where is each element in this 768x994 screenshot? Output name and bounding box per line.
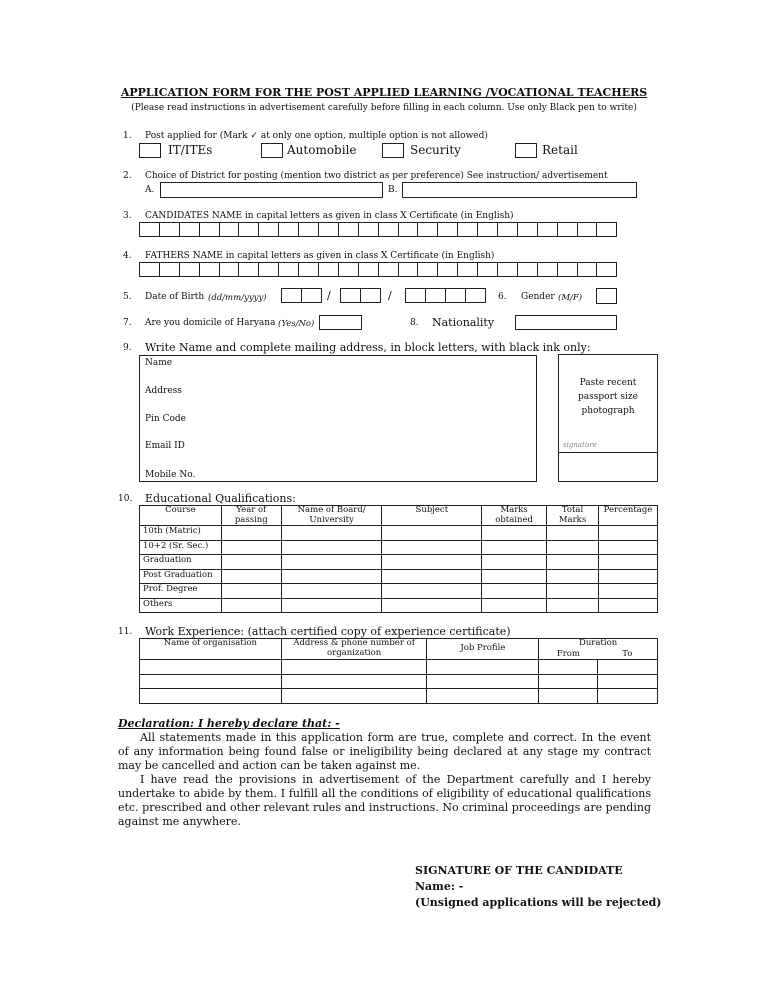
edu-cell[interactable] — [281, 584, 382, 599]
char-box[interactable] — [179, 262, 200, 277]
edu-cell[interactable] — [598, 555, 657, 570]
edu-cell[interactable] — [547, 540, 599, 555]
edu-cell[interactable] — [221, 584, 281, 599]
char-box[interactable] — [577, 262, 598, 277]
char-box[interactable] — [238, 262, 259, 277]
q5-label: Date of Birth — [145, 292, 205, 302]
edu-header-board: Name of Board/ University — [281, 506, 382, 526]
option-security: Security — [410, 143, 461, 157]
char-box[interactable] — [338, 262, 359, 277]
photo-line-1: Paste recent — [579, 378, 637, 388]
declaration-paragraph-1: All statements made in this application form are true, complete and correct. In the event of any information being found false or ineligibility being declared at any stage my contract may be cancelled and action can be taken against me. — [118, 731, 651, 772]
edu-cell[interactable] — [382, 584, 482, 599]
edu-cell[interactable] — [547, 598, 599, 613]
edu-cell[interactable] — [482, 540, 547, 555]
edu-row-label: 10+2 (Sr. Sec.) — [140, 540, 222, 555]
char-box[interactable] — [398, 222, 419, 237]
char-box[interactable] — [159, 262, 180, 277]
char-box[interactable] — [437, 222, 458, 237]
edu-cell[interactable] — [382, 569, 482, 584]
exp-cell[interactable] — [539, 689, 598, 704]
address-pincode-label: Pin Code — [145, 414, 186, 424]
char-box[interactable] — [338, 222, 359, 237]
char-box[interactable] — [405, 288, 426, 303]
q2-label: Choice of District for posting (mention two district as per preference) See instruction/ advertisement — [145, 171, 608, 181]
address-box[interactable] — [139, 355, 537, 482]
q5-number: 5. — [123, 292, 132, 302]
exp-header-organisation: Name of organisation — [140, 639, 282, 660]
char-box[interactable] — [417, 262, 438, 277]
edu-cell[interactable] — [382, 540, 482, 555]
q1-number: 1. — [123, 131, 132, 141]
char-box[interactable] — [219, 222, 240, 237]
experience-table — [139, 638, 658, 704]
exp-header-address: Address & phone number of organization — [281, 639, 427, 660]
district-a-label: A. — [145, 185, 155, 195]
exp-cell[interactable] — [539, 674, 598, 689]
edu-cell[interactable] — [598, 540, 657, 555]
dob-separator-1: / — [327, 289, 331, 302]
q7-label: Are you domicile of Haryana — [145, 318, 276, 328]
q3-label: CANDIDATES NAME in capital letters as given in class X Certificate (in English) — [145, 211, 514, 221]
photo-line-3: photograph — [581, 406, 635, 416]
table-row — [140, 674, 658, 689]
edu-header-year: Year of passing — [221, 506, 281, 526]
char-box[interactable] — [281, 288, 302, 303]
gender-field[interactable] — [596, 288, 617, 304]
checkbox-it-ites[interactable] — [139, 143, 161, 158]
name-caption: Name: - — [415, 880, 464, 893]
dob-format-hint: (dd/mm/yyyy) — [208, 293, 267, 303]
exp-header-duration: Duration — [539, 639, 658, 650]
exp-header-to: To — [598, 650, 658, 660]
char-box[interactable] — [360, 288, 381, 303]
edu-cell[interactable] — [547, 526, 599, 541]
address-mobile-label: Mobile No. — [145, 470, 196, 480]
edu-cell[interactable] — [598, 569, 657, 584]
edu-cell[interactable] — [598, 584, 657, 599]
char-box[interactable] — [340, 288, 361, 303]
char-box[interactable] — [497, 222, 518, 237]
exp-header-job-profile: Job Profile — [427, 639, 539, 660]
char-box[interactable] — [557, 262, 578, 277]
char-box[interactable] — [318, 222, 339, 237]
edu-row-label: Post Graduation — [140, 569, 222, 584]
edu-header-course: Course — [140, 506, 222, 526]
edu-row-label: Others — [140, 598, 222, 613]
unsigned-note: (Unsigned applications will be rejected) — [415, 896, 662, 909]
char-box[interactable] — [465, 288, 486, 303]
photo-divider — [558, 452, 658, 453]
edu-cell[interactable] — [221, 555, 281, 570]
photo-box[interactable] — [558, 354, 658, 482]
char-box[interactable] — [517, 262, 538, 277]
edu-cell[interactable] — [482, 526, 547, 541]
domicile-field[interactable] — [319, 315, 362, 330]
table-row — [140, 555, 658, 570]
char-box[interactable] — [139, 262, 160, 277]
edu-row-label: Prof. Degree — [140, 584, 222, 599]
char-box[interactable] — [517, 222, 538, 237]
char-box[interactable] — [219, 262, 240, 277]
exp-cell[interactable] — [598, 660, 658, 675]
checkbox-automobile[interactable] — [261, 143, 283, 158]
q8-label: Nationality — [432, 316, 495, 329]
address-name-label: Name — [145, 358, 173, 368]
char-box[interactable] — [557, 222, 578, 237]
char-box[interactable] — [258, 262, 279, 277]
edu-cell[interactable] — [382, 526, 482, 541]
exp-cell[interactable] — [140, 660, 282, 675]
form-title: APPLICATION FORM FOR THE POST APPLIED LEARNING /VOCATIONAL TEACHERS — [120, 86, 648, 99]
photo-line-2: passport size — [578, 392, 638, 402]
q6-number: 6. — [498, 292, 507, 302]
q1-label: Post applied for (Mark ✓ at only one option, multiple option is not allowed) — [145, 131, 488, 141]
char-box[interactable] — [537, 262, 558, 277]
char-box[interactable] — [199, 262, 220, 277]
table-row — [140, 569, 658, 584]
edu-cell[interactable] — [281, 598, 382, 613]
q8-number: 8. — [410, 318, 419, 328]
char-box[interactable] — [477, 262, 498, 277]
edu-cell[interactable] — [221, 540, 281, 555]
district-b-field[interactable] — [402, 182, 637, 198]
edu-header-marks: Marks obtained — [482, 506, 547, 526]
edu-cell[interactable] — [382, 555, 482, 570]
char-box[interactable] — [596, 262, 617, 277]
exp-cell[interactable] — [281, 689, 427, 704]
char-box[interactable] — [457, 262, 478, 277]
option-retail: Retail — [542, 143, 578, 157]
table-row — [140, 598, 658, 613]
table-row — [140, 584, 658, 599]
char-box[interactable] — [596, 222, 617, 237]
char-box[interactable] — [577, 222, 598, 237]
char-box[interactable] — [298, 262, 319, 277]
table-row — [140, 689, 658, 704]
edu-cell[interactable] — [547, 555, 599, 570]
exp-cell[interactable] — [140, 689, 282, 704]
q9-label: Write Name and complete mailing address, in block letters, with black ink only: — [145, 341, 591, 354]
declaration-paragraph-2: I have read the provisions in advertisement of the Department carefully and I hereby undertake to abide by them. I fulfill all the conditions of eligibility of educational qualifications etc. prescribed and other relevant rules and instructions. No criminal proceedings are pending against me anywhere. — [118, 773, 651, 828]
edu-cell[interactable] — [281, 569, 382, 584]
edu-row-label: 10th (Matric) — [140, 526, 222, 541]
exp-cell[interactable] — [598, 674, 658, 689]
exp-cell[interactable] — [427, 689, 539, 704]
edu-cell[interactable] — [598, 526, 657, 541]
edu-cell[interactable] — [281, 540, 382, 555]
edu-header-percentage: Percentage — [598, 506, 657, 526]
gender-hint: (M/F) — [558, 293, 583, 303]
dob-separator-2: / — [388, 289, 392, 302]
edu-cell[interactable] — [382, 598, 482, 613]
q10-number: 10. — [118, 494, 133, 504]
table-row — [140, 526, 658, 541]
edu-cell[interactable] — [482, 569, 547, 584]
edu-cell[interactable] — [281, 555, 382, 570]
address-address-label: Address — [145, 386, 182, 396]
char-box[interactable] — [318, 262, 339, 277]
edu-cell[interactable] — [547, 584, 599, 599]
edu-cell[interactable] — [547, 569, 599, 584]
father-name-boxes[interactable] — [139, 262, 616, 277]
exp-header-from: From — [539, 650, 598, 660]
signature-caption: SIGNATURE OF THE CANDIDATE — [415, 864, 623, 877]
char-box[interactable] — [258, 222, 279, 237]
dob-year-boxes[interactable] — [405, 288, 485, 303]
exp-cell[interactable] — [140, 674, 282, 689]
q4-label: FATHERS NAME in capital letters as given in class X Certificate (in English) — [145, 251, 495, 261]
char-box[interactable] — [179, 222, 200, 237]
district-b-label: B. — [388, 185, 398, 195]
q11-label: Work Experience: (attach certified copy of experience certificate) — [145, 625, 511, 638]
checkbox-security[interactable] — [382, 143, 404, 158]
exp-cell[interactable] — [598, 689, 658, 704]
option-it-ites: IT/ITEs — [168, 143, 213, 157]
char-box[interactable] — [199, 222, 220, 237]
edu-cell[interactable] — [482, 584, 547, 599]
form-subtitle: (Please read instructions in advertisement carefully before filling in each column. Use only Black pen to write) — [131, 103, 637, 113]
edu-cell[interactable] — [598, 598, 657, 613]
char-box[interactable] — [298, 222, 319, 237]
char-box[interactable] — [417, 222, 438, 237]
char-box[interactable] — [358, 222, 379, 237]
exp-cell[interactable] — [539, 660, 598, 675]
char-box[interactable] — [537, 222, 558, 237]
signature-label: signature — [563, 441, 597, 449]
char-box[interactable] — [477, 222, 498, 237]
domicile-hint: (Yes/No) — [278, 319, 315, 329]
char-box[interactable] — [398, 262, 419, 277]
edu-cell[interactable] — [221, 526, 281, 541]
exp-cell[interactable] — [427, 674, 539, 689]
q2-number: 2. — [123, 171, 132, 181]
table-row — [140, 660, 658, 675]
edu-cell[interactable] — [221, 598, 281, 613]
checkbox-retail[interactable] — [515, 143, 537, 158]
dob-month-boxes[interactable] — [340, 288, 380, 303]
table-row — [140, 540, 658, 555]
edu-cell[interactable] — [482, 555, 547, 570]
char-box[interactable] — [278, 222, 299, 237]
char-box[interactable] — [139, 222, 160, 237]
edu-cell[interactable] — [281, 526, 382, 541]
q4-number: 4. — [123, 251, 132, 261]
district-a-field[interactable] — [160, 182, 383, 198]
edu-header-subject: Subject — [382, 506, 482, 526]
char-box[interactable] — [278, 262, 299, 277]
exp-cell[interactable] — [427, 660, 539, 675]
declaration-heading: Declaration: I hereby declare that: - — [118, 717, 340, 730]
education-table — [139, 505, 658, 613]
char-box[interactable] — [301, 288, 322, 303]
edu-cell[interactable] — [221, 569, 281, 584]
exp-cell[interactable] — [281, 674, 427, 689]
edu-row-label: Graduation — [140, 555, 222, 570]
address-email-label: Email ID — [145, 441, 185, 451]
edu-cell[interactable] — [482, 598, 547, 613]
char-box[interactable] — [457, 222, 478, 237]
q7-number: 7. — [123, 318, 132, 328]
edu-header-total: Total Marks — [547, 506, 599, 526]
q10-label: Educational Qualifications: — [145, 492, 296, 505]
q11-number: 11. — [118, 627, 133, 637]
option-automobile: Automobile — [287, 143, 357, 157]
dob-day-boxes[interactable] — [281, 288, 321, 303]
nationality-field[interactable] — [515, 315, 617, 330]
exp-cell[interactable] — [281, 660, 427, 675]
char-box[interactable] — [378, 222, 399, 237]
q9-number: 9. — [123, 343, 132, 353]
char-box[interactable] — [378, 262, 399, 277]
char-box[interactable] — [497, 262, 518, 277]
q6-label: Gender — [521, 292, 555, 302]
char-box[interactable] — [358, 262, 379, 277]
char-box[interactable] — [437, 262, 458, 277]
char-box[interactable] — [238, 222, 259, 237]
char-box[interactable] — [445, 288, 466, 303]
char-box[interactable] — [159, 222, 180, 237]
candidate-name-boxes[interactable] — [139, 222, 616, 237]
char-box[interactable] — [425, 288, 446, 303]
q3-number: 3. — [123, 211, 132, 221]
